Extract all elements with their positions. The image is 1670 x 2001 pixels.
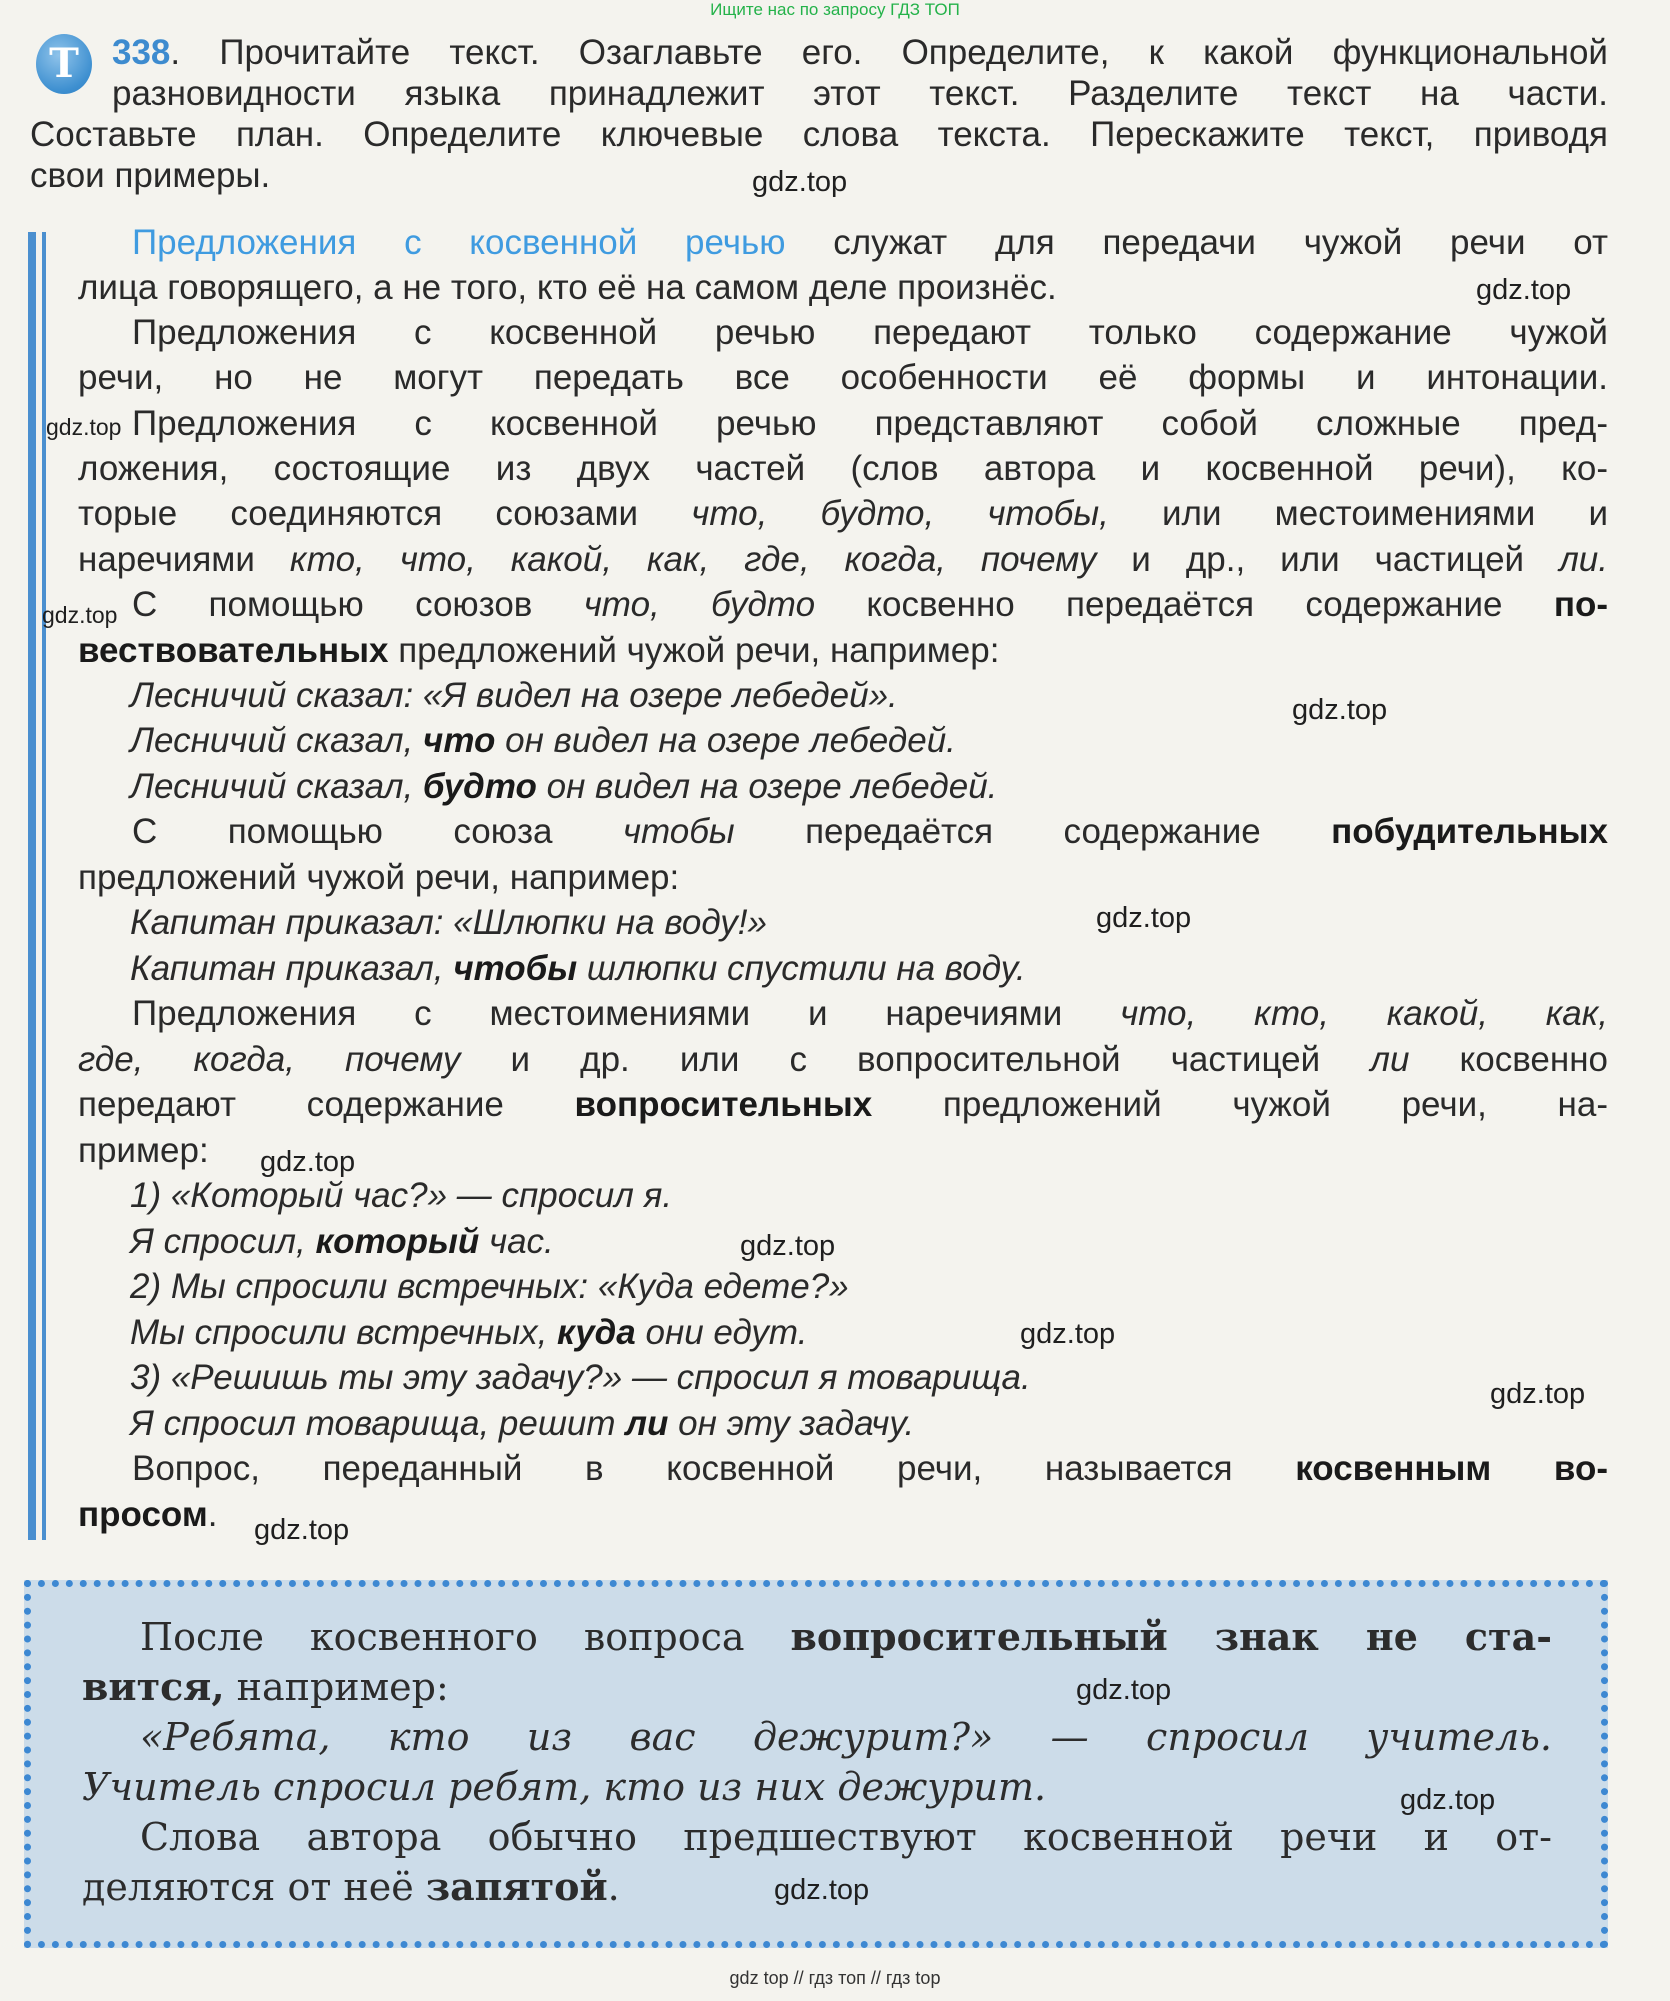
example-line: Капитан приказал, чтобы шлюпки спустили на воду. [130,949,1026,988]
rule-line: С помощью союзов что, будто косвенно передаётся содержание по- [132,585,1608,624]
rule-line: Предложения с косвенной речью представляют собой сложные пред- [132,404,1608,443]
rule-line: наречиями кто, что, какой, как, где, когда, почему и др., или частицей ли. [78,540,1608,579]
task-number: 338 [112,33,171,72]
note-line: Учитель спросил ребят, кто из них дежурит. [82,1765,1047,1809]
watermark: gdz.top [774,1874,870,1906]
note-line: деляются от неё запятой. [82,1864,620,1909]
example-line: Я спросил товарища, решит ли он эту задачу. [130,1404,915,1443]
watermark: gdz.top [740,1230,836,1262]
rule-line: передают содержание вопросительных предложений чужой речи, на- [78,1085,1608,1124]
rule-term: Предложения с косвенной речью [132,223,786,262]
watermark: gdz.top [1476,274,1572,306]
rule-line: торые соединяются союзами что, будто, чтобы, или местоимениями и [78,494,1609,533]
example-line: Лесничий сказал, будто он видел на озере лебедей. [130,767,998,806]
watermark: gdz.top [1292,694,1388,726]
rule-line: Предложения с косвенной речью служат для передачи чужой речи от [132,223,1608,262]
rule-line: пример: [78,1131,209,1170]
rule-line: где, когда, почему и др. или с вопросительной частицей ли косвенно [78,1040,1609,1079]
watermark: gdz.top [42,602,118,628]
watermark: gdz.top [1020,1318,1116,1350]
example-line: 1) «Который час?» — спросил я. [130,1176,673,1215]
rule-line: С помощью союза чтобы передаётся содержание побудительных [132,812,1608,851]
rule-line: лица говорящего, а не того, кто её на самом деле произнёс. [78,268,1057,307]
example-line: Я спросил, который час. [130,1222,554,1261]
search-banner: Ищите нас по запросу ГДЗ ТОП [710,0,960,19]
watermark: gdz.top [1490,1378,1586,1410]
theory-badge-icon: Т [36,34,92,94]
task-line-3: Составьте план. Определите ключевые слова текста. Перескажите текст, приводя [30,115,1608,154]
rule-line: просом. [78,1495,218,1534]
rule-line: Вопрос, переданный в косвенной речи, называется косвенным во- [132,1449,1608,1488]
watermark: gdz.top [752,166,848,198]
rule-bar [28,232,36,1540]
task-line-4: свои примеры. [30,156,271,195]
example-line: Мы спросили встречных, куда они едут. [130,1313,808,1352]
watermark: gdz.top [1400,1784,1496,1816]
example-line: Лесничий сказал, что он видел на озере лебедей. [130,721,956,760]
watermark: gdz.top [46,414,122,440]
task-line-1: 338. Прочитайте текст. Озаглавьте его. Определите, к какой функциональной [112,33,1608,72]
note-line: «Ребята, кто из вас дежурит?» — спросил учитель. [140,1715,1552,1759]
example-line: Лесничий сказал: «Я видел на озере лебедей». [130,676,898,715]
example-line: 2) Мы спросили встречных: «Куда едете?» [130,1267,849,1306]
rule-line: ложения, состоящие из двух частей (слов автора и косвенной речи), ко- [78,449,1608,488]
example-line: 3) «Решишь ты эту задачу?» — спросил я товарища. [130,1358,1031,1397]
rule-line: Предложения с косвенной речью передают только содержание чужой [132,313,1608,352]
rule-line: вествовательных предложений чужой речи, например: [78,631,1000,670]
rule-line: Предложения с местоимениями и наречиями что, кто, какой, как, [132,994,1608,1033]
task-line-2: разновидности языка принадлежит этот текст. Разделите текст на части. [112,74,1608,113]
rule-line: предложений чужой речи, например: [78,858,680,897]
example-line: Капитан приказал: «Шлюпки на воду!» [130,903,767,942]
watermark: gdz.top [260,1146,356,1178]
note-line: После косвенного вопроса вопросительный знак не ста- [140,1614,1552,1659]
note-line: вится, например: [82,1664,449,1709]
watermark: gdz.top [1096,902,1192,934]
note-line: Слова автора обычно предшествуют косвенной речи и от- [140,1815,1552,1859]
watermark: gdz.top [1076,1674,1172,1706]
footer-links: gdz top // гдз топ // гдз top [729,1968,941,1988]
rule-line: речи, но не могут передать все особенности её формы и интонации. [78,358,1608,397]
watermark: gdz.top [254,1514,350,1546]
